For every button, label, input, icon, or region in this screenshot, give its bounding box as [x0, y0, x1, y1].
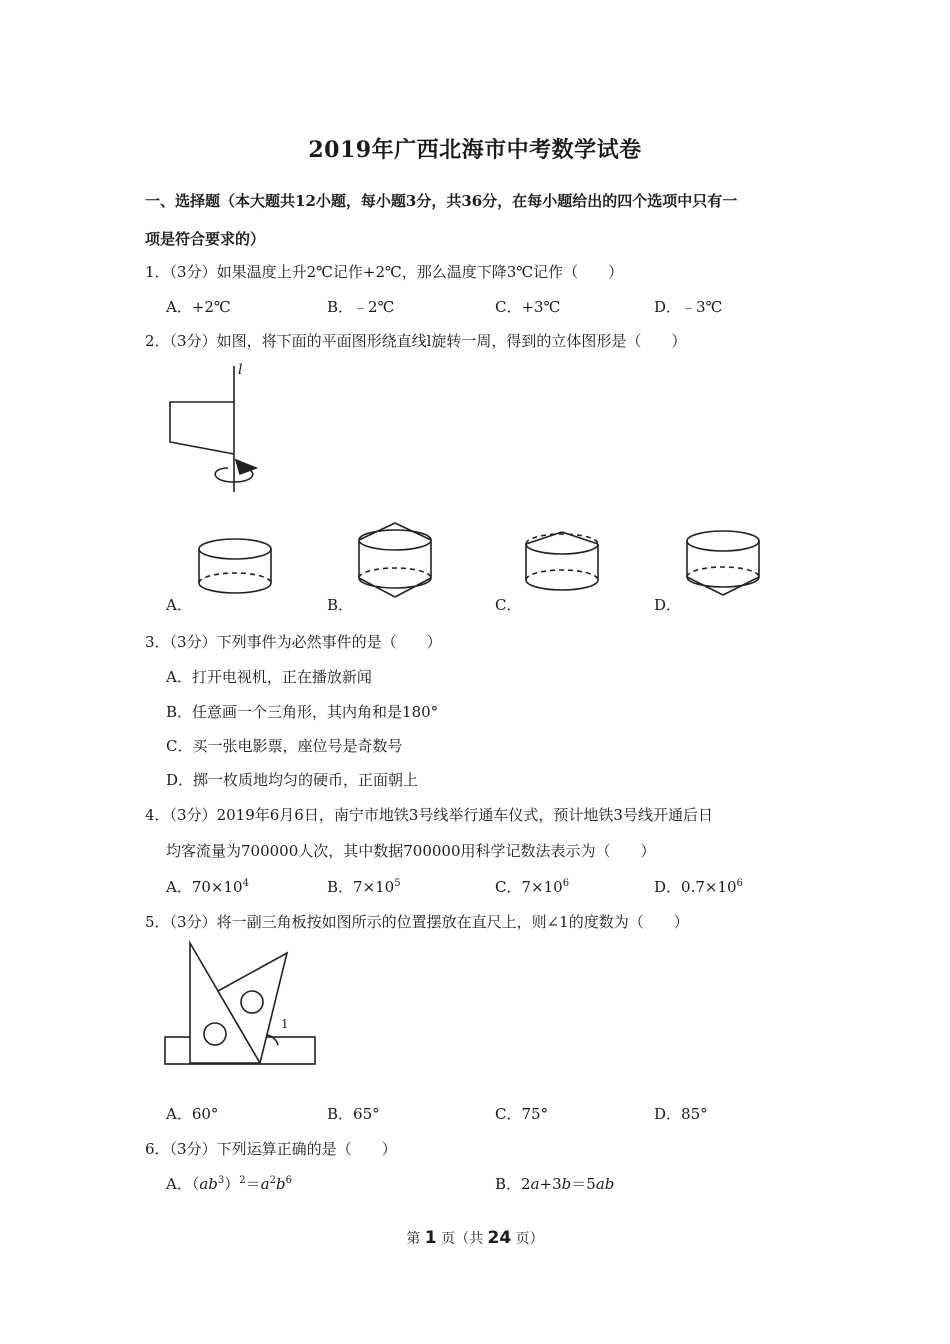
- q4-option-d: D．$0.7\times 10^6$: [654, 878, 743, 896]
- section-heading-line1: 一、选择题（本大题共12小题，每小题3分，共36分，在每小题给出的四个选项中只有一: [145, 192, 738, 210]
- question-1-stem: 1．（3分）如果温度上升2℃记作+2℃，那么温度下降3℃记作（ ）: [145, 263, 624, 281]
- q5-option-b: B．65°: [327, 1105, 380, 1123]
- q1-option-a: A．+2℃: [166, 298, 231, 316]
- page-footer: 第 1 页（共 24 页）: [406, 1228, 544, 1248]
- q2-option-a: A．: [166, 596, 192, 614]
- page-title: 2019年广西北海市中考数学试卷: [308, 137, 642, 163]
- q5-option-c: C．75°: [495, 1105, 549, 1123]
- q6-option-a: A．$(ab^3)^2=a^2b^6$: [166, 1175, 292, 1193]
- q5-option-d: D．85°: [654, 1105, 708, 1123]
- q3-option-d: D．掷一枚质地均匀的硬币，正面朝上: [166, 771, 419, 789]
- q4-option-c: C．$7\times 10^6$: [495, 878, 570, 896]
- q1-option-d: D．﹣3℃: [654, 298, 723, 316]
- q2-option-d-solid: [683, 525, 768, 603]
- q2-option-b-solid: [355, 520, 440, 602]
- q5-angle-label: 1: [281, 1017, 289, 1031]
- q5-option-a: A．60°: [166, 1105, 219, 1123]
- section-heading-line2: 项是符合要求的）: [145, 230, 266, 248]
- q3-option-a: A．打开电视机，正在播放新闻: [166, 668, 372, 686]
- q2-option-c-solid: [522, 530, 607, 600]
- q3-option-b: B．任意画一个三角形，其内角和是180°: [166, 703, 439, 721]
- q1-option-c: C．+3℃: [495, 298, 561, 316]
- question-4-stem-line1: 4．（3分）2019年6月6日，南宁市地铁3号线举行通车仪式，预计地铁3号线开通后日: [145, 806, 713, 824]
- q4-option-a: A．$70\times 10^4$: [166, 878, 249, 896]
- q3-option-c: C．买一张电影票，座位号是奇数号: [166, 737, 403, 755]
- page-number: 1: [424, 1228, 437, 1248]
- q2-option-b: B．: [327, 596, 354, 614]
- q2-option-d: D．: [654, 596, 682, 614]
- question-5-stem: 5．（3分）将一副三角板按如图所示的位置摆放在直尺上，则∠1的度数为（ ）: [145, 913, 689, 931]
- q4-option-b: B．$7\times 10^5$: [327, 878, 401, 896]
- q2-plane-figure: [160, 360, 270, 500]
- question-6-stem: 6．（3分）下列运算正确的是（ ）: [145, 1140, 397, 1158]
- question-2-stem: 2．（3分）如图，将下面的平面图形绕直线l旋转一周，得到的立体图形是（ ）: [145, 332, 687, 350]
- page-total: 24: [487, 1228, 512, 1248]
- q2-axis-label: l: [238, 362, 243, 378]
- q1-option-b: B．﹣2℃: [327, 298, 395, 316]
- q2-option-c: C．: [495, 596, 522, 614]
- question-4-stem-line2: 均客流量为700000人次，其中数据700000用科学记数法表示为（ ）: [166, 842, 656, 860]
- question-3-stem: 3．（3分）下列事件为必然事件的是（ ）: [145, 633, 442, 651]
- q5-triangles-on-ruler: [160, 935, 325, 1075]
- q6-option-b: B．2a+3b＝5ab: [495, 1175, 615, 1193]
- q2-option-a-solid: [195, 535, 280, 600]
